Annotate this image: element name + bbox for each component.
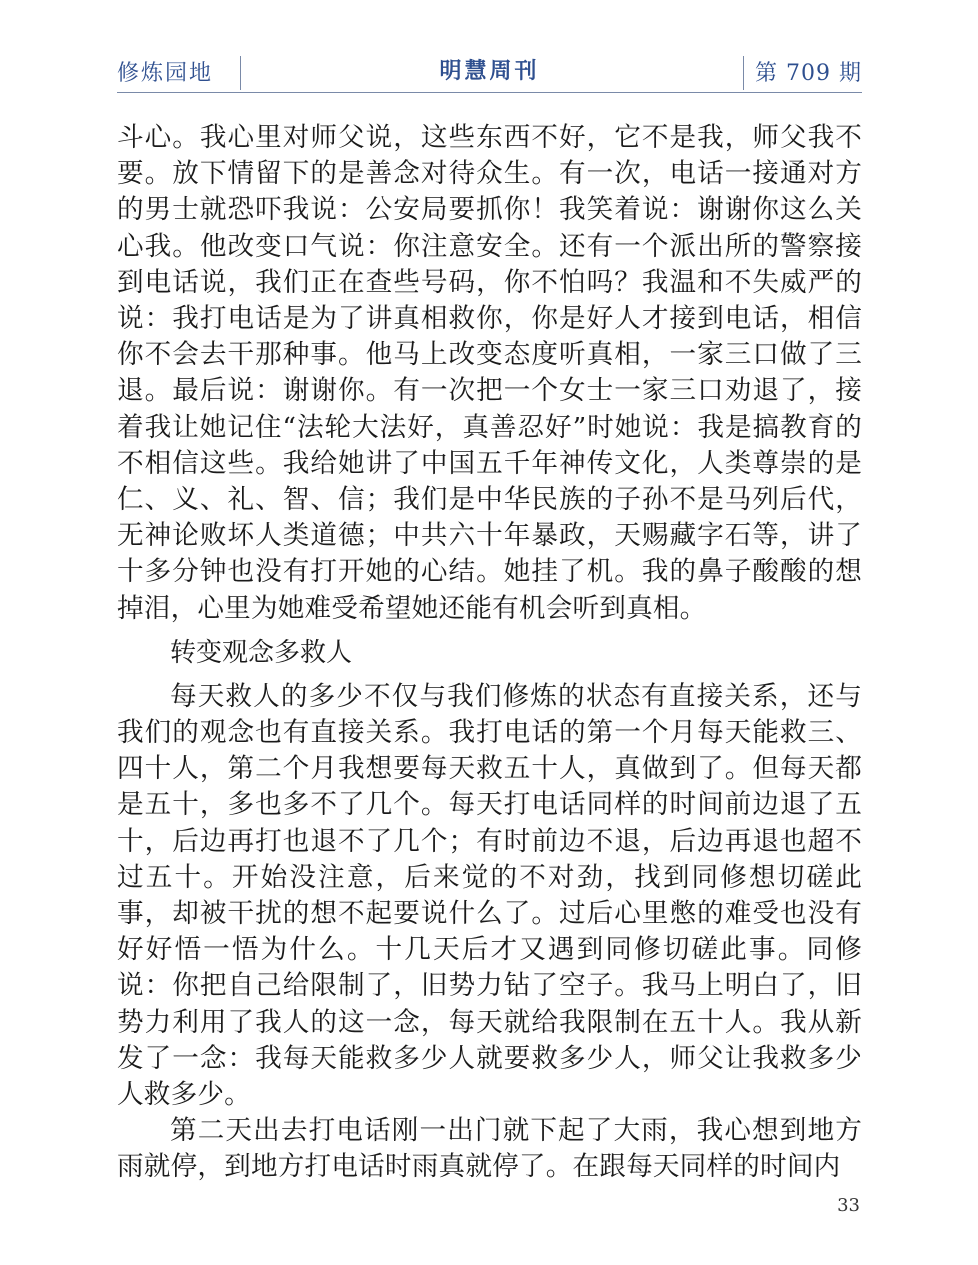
header-divider-right [743,56,744,90]
paragraph-continued: 斗心。我心里对师父说，这些东西不好，它不是我，师父我不要。放下情留下的是善念对待众生。有一次，电话一接通对方的男士就恐吓我说：公安局要抓你！我笑着说：谢谢你这么关心我。他改变口气说：你注意安全。还有一个派出所的警察接到电话说，我们正在查些号码，你不怕吗？我温和不失威严的说：我打电话是为了讲真相救你，你是好人才接到电话，相信你不会去干那种事。他马上改变态度听真相，一家三口做了三退。最后说：谢谢你。有一次把一个女士一家三口劝退了，接着我让她记住“法轮大法好，真善忍好”时她说：我是搞教育的不相信这些。我给她讲了中国五千年神传文化，人类尊崇的是仁、义、礼、智、信；我们是中华民族的子孙不是马列后代，无神论败坏人类道德；中共六十年暴政，天赐藏字石等，讲了十多分钟也没有打开她的心结。她挂了机。我的鼻子酸酸的想掉泪，心里为她难受希望她还能有机会听到真相。 [117,122,862,624]
publication-title: 明慧周刊 [439,59,540,84]
paragraph: 第二天出去打电话刚一出门就下起了大雨，我心想到地方雨就停，到地方打电话时雨真就停了。在跟每天同样的时间内 [117,1115,862,1183]
page-header [117,52,862,93]
section-title: 修炼园地 [117,61,214,86]
article-body [117,120,862,1186]
section-subheading: 转变观念多救人 [170,637,353,668]
issue-number: 第 709 期 [755,61,862,86]
paragraph: 每天救人的多少不仅与我们修炼的状态有直接关系，还与我们的观念也有直接关系。我打电话的第一个月每天能救三、四十人，第二个月我想要每天救五十人，真做到了。但每天都是五十，多也多不了几个。每天打电话同样的时间前边退了五十，后边再打也退不了几个；有时前边不退，后边再退也超不过五十。开始没注意，后来觉的不对劲，找到同修想切磋此事，却被干扰的想不起要说什么了。过后心里憋的难受也没有好好悟一悟为什么。十几天后才又遇到同修切磋此事。同修说：你把自己给限制了，旧势力钻了空子。我马上明白了，旧势力利用了我人的这一念，每天就给我限制在五十人。我从新发了一念：我每天能救多少人就要救多少人，师父让我救多少人救多少。 [117,680,862,1111]
page-number: 33 [837,1195,860,1216]
